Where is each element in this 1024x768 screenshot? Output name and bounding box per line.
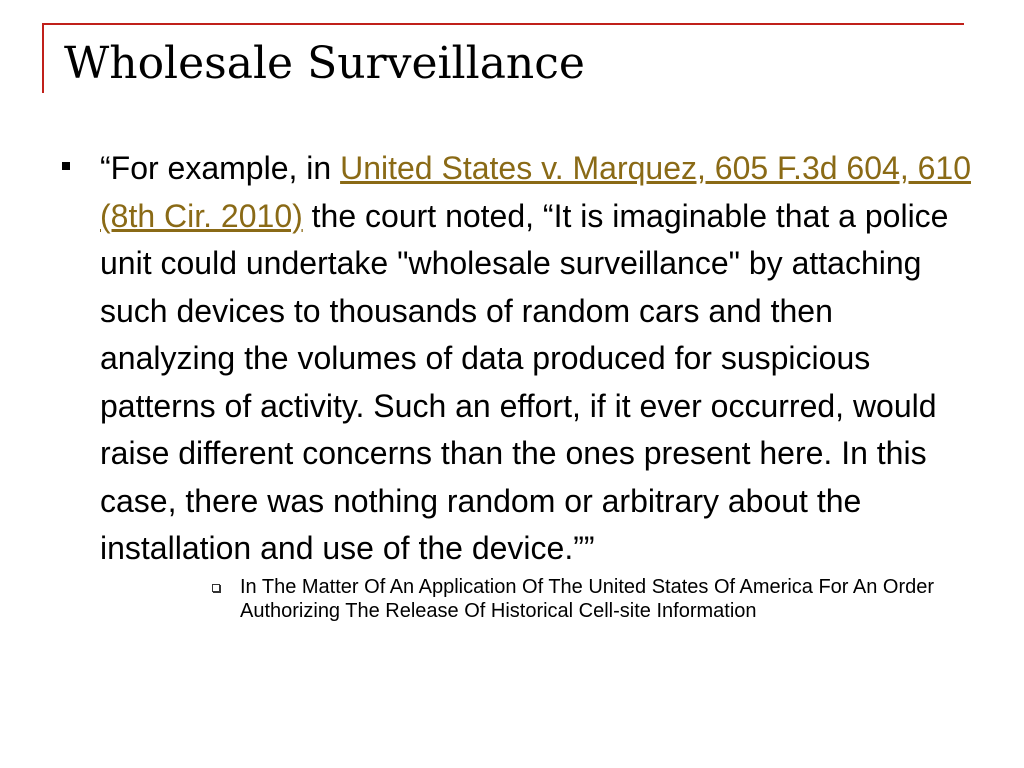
slide-title: Wholesale Surveillance — [64, 38, 585, 89]
bullet-text-after: the court noted, “It is imaginable that a police unit could undertake "wholesale surveillance" by attaching such devices to thousands of random cars and then analyzing the volumes of data produced for suspicious patterns of activity. Such an effort, if it ever occurred, would raise different concerns than the ones present here. In this case, there was nothing random or arbitrary about the installation and use of the device.”” — [100, 197, 949, 566]
bullet-item — [62, 145, 974, 573]
case-citation-link[interactable]: United States v. Marquez, 605 F.3d 604, 610 (8th Cir. 2010) — [100, 150, 971, 234]
square-bullet-icon — [62, 162, 70, 170]
hollow-square-bullet-icon — [212, 584, 220, 592]
sub-bullet-item — [212, 575, 980, 623]
accent-line-left — [42, 23, 44, 93]
bullet-text-before: “For example, in — [100, 150, 341, 186]
slide-body — [62, 145, 974, 623]
accent-line-top — [42, 23, 964, 25]
sub-bullet-text: In The Matter Of An Application Of The United States Of America For An Order Authorizing The Release Of Historical Cell-site Information — [240, 575, 935, 622]
bullet-text — [100, 145, 974, 573]
